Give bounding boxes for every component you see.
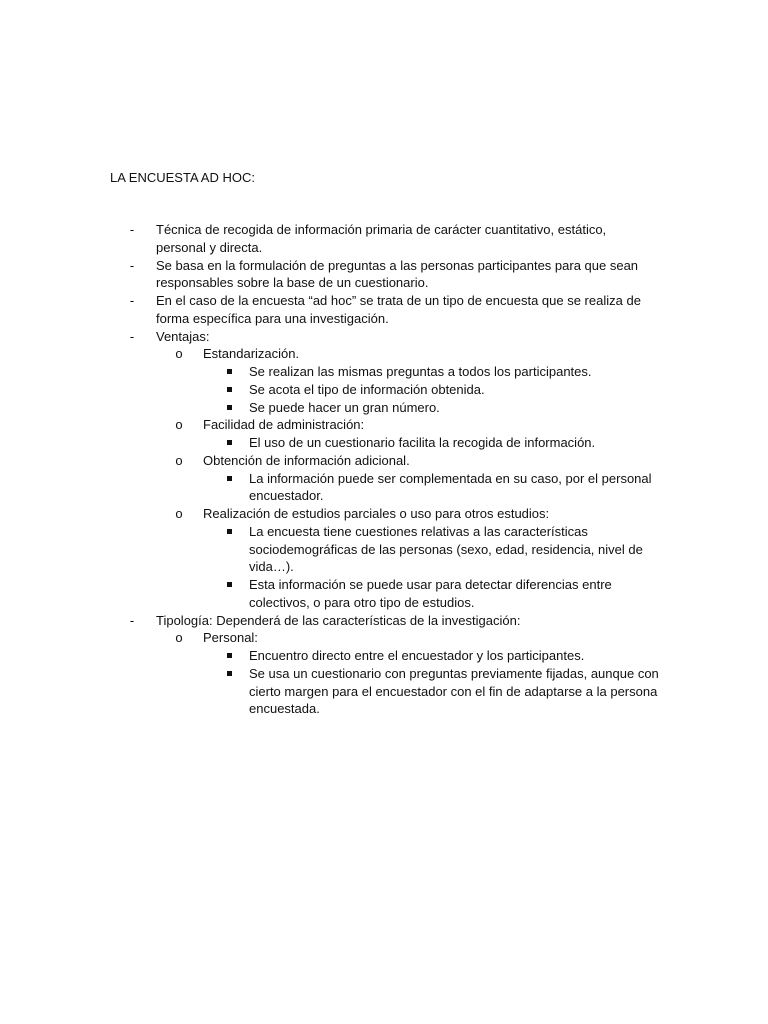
circle-bullet-marker: o xyxy=(175,346,183,362)
list-item-text: responsables sobre la base de un cuestionario. xyxy=(156,275,429,291)
list-item-text: personal y directa. xyxy=(156,239,263,255)
list-item-text: Ventajas: xyxy=(156,328,210,344)
square-bullet-icon xyxy=(227,653,232,658)
square-bullet-icon xyxy=(227,582,232,587)
subsublist-item-text: Encuentro directo entre el encuestador y los participantes. xyxy=(249,648,585,663)
subsublist-item-text: Se acota el tipo de información obtenida. xyxy=(249,381,485,397)
circle-bullet-marker: o xyxy=(175,452,183,468)
subsublist-item-text: Se realizan las mismas preguntas a todos los participantes. xyxy=(249,364,592,379)
circle-bullet-marker: o xyxy=(175,417,183,433)
square-bullet-icon xyxy=(227,387,232,392)
sublist-item-text: Facilidad de administración: xyxy=(203,417,365,433)
list-item-text: Técnica de recogida de información primaria de carácter cuantitativo, estático, xyxy=(156,222,607,237)
subsublist-item-text: encuestador. xyxy=(249,488,324,504)
sublist-item-text: Estandarización. xyxy=(203,346,300,362)
subsublist-item-text: Se usa un cuestionario con preguntas previamente fijadas, aunque con xyxy=(249,665,659,681)
dash-bullet-marker: - xyxy=(129,328,135,344)
document-title: LA ENCUESTA AD HOC: xyxy=(110,170,255,185)
circle-bullet-marker: o xyxy=(175,630,183,646)
subsublist-item-text: sociodemográficas de las personas (sexo, edad, residencia, nivel de xyxy=(249,541,643,557)
dash-bullet-marker: - xyxy=(129,222,135,237)
subsublist-item-text: vida…). xyxy=(249,559,294,575)
list-item-text: Tipología: Dependerá de las características de la investigación: xyxy=(156,612,521,628)
subsublist-item-text: Esta información se puede usar para detectar diferencias entre xyxy=(249,577,612,592)
square-bullet-icon xyxy=(227,671,232,676)
dash-bullet-marker: - xyxy=(129,257,135,273)
subsublist-item-text: colectivos, o para otro tipo de estudios. xyxy=(249,594,475,610)
sublist-item-text: Personal: xyxy=(203,630,258,646)
sublist-item-text: Obtención de información adicional. xyxy=(203,452,410,468)
dash-bullet-marker: - xyxy=(129,612,135,628)
dash-bullet-marker: - xyxy=(129,293,135,308)
square-bullet-icon xyxy=(227,476,232,481)
square-bullet-icon xyxy=(227,440,232,445)
square-bullet-icon xyxy=(227,529,232,534)
subsublist-item-text: Se puede hacer un gran número. xyxy=(249,399,440,415)
subsublist-item-text: La encuesta tiene cuestiones relativas a las características xyxy=(249,523,588,539)
subsublist-item-text: La información puede ser complementada en su caso, por el personal xyxy=(249,470,652,486)
circle-bullet-marker: o xyxy=(175,506,183,521)
subsublist-item-text: encuestada. xyxy=(249,701,320,717)
square-bullet-icon xyxy=(227,369,232,374)
list-item-text: En el caso de la encuesta “ad hoc” se trata de un tipo de encuesta que se realiza de xyxy=(156,293,641,308)
list-item-text: forma específica para una investigación. xyxy=(156,310,389,326)
subsublist-item-text: cierto margen para el encuestador con el fin de adaptarse a la persona xyxy=(249,683,658,699)
square-bullet-icon xyxy=(227,405,232,410)
sublist-item-text: Realización de estudios parciales o uso para otros estudios: xyxy=(203,506,550,521)
list-item-text: Se basa en la formulación de preguntas a las personas participantes para que sean xyxy=(156,257,639,273)
subsublist-item-text: El uso de un cuestionario facilita la recogida de información. xyxy=(249,435,596,450)
